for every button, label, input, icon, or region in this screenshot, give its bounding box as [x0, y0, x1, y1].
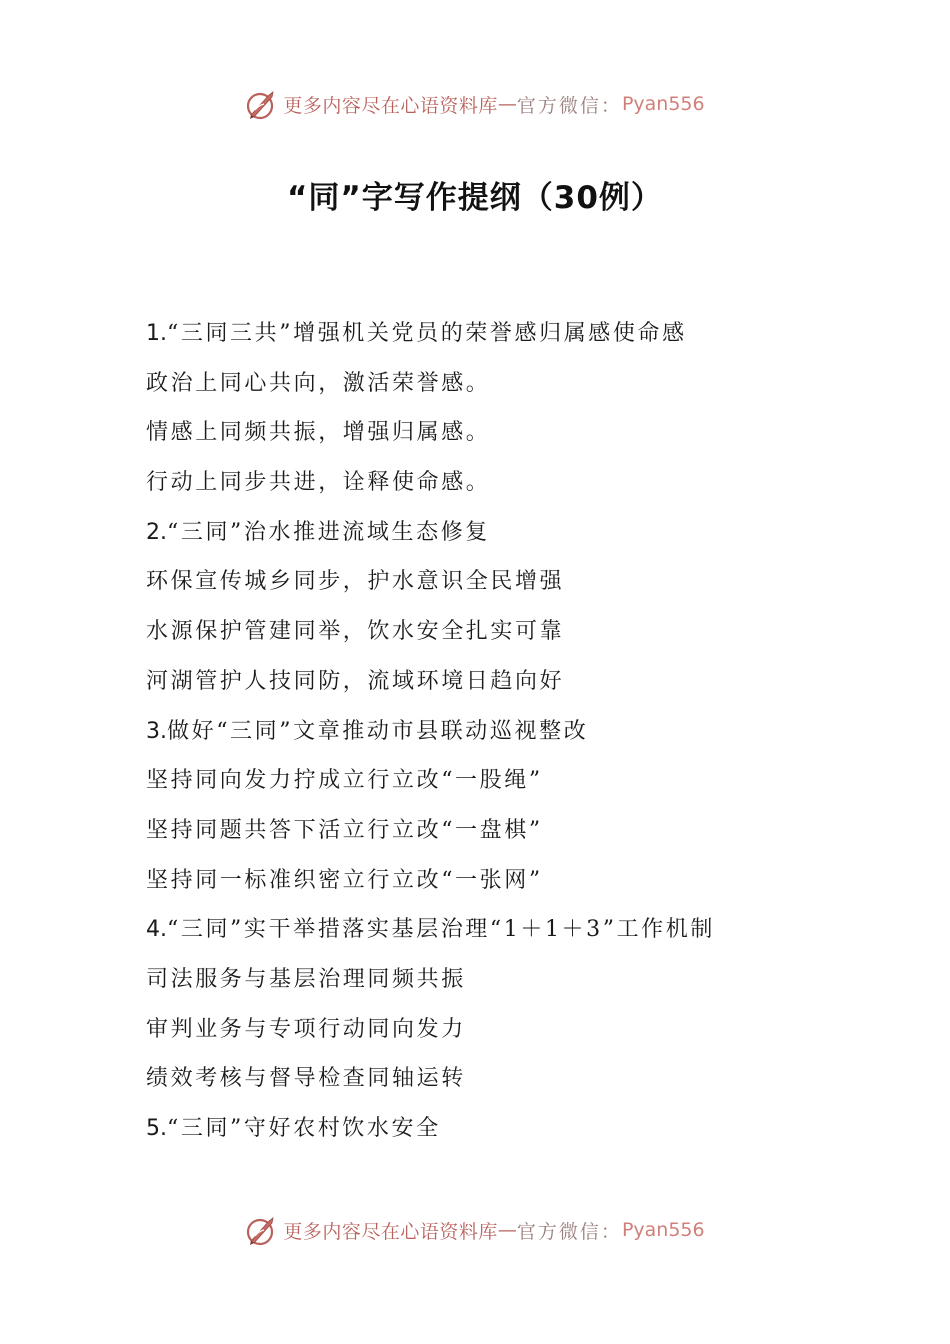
line-text: “三同”实干举措落实基层治理“1＋1＋3”工作机制	[167, 917, 715, 943]
line-text: 坚持同题共答下活立行立改“一盘棋”	[146, 817, 543, 843]
header-text: 更多内容尽在心语资料库	[283, 94, 498, 117]
outline-line	[146, 905, 846, 955]
footer-text: 更多内容尽在心语资料库	[283, 1220, 498, 1243]
outline-line	[146, 1005, 846, 1055]
line-text: 司法服务与基层治理同频共振	[146, 966, 466, 992]
outline-line	[146, 309, 846, 359]
footer-wechat-id: Pyan556	[621, 1219, 705, 1241]
outline-line	[146, 1054, 846, 1104]
outline-content	[146, 309, 846, 1154]
outline-line	[146, 607, 846, 657]
line-text: 绩效考核与督导检查同轴运转	[146, 1066, 466, 1092]
item-number: 2.	[146, 519, 167, 545]
line-text: 坚持同向发力拧成立行立改“一股绳”	[146, 768, 543, 794]
outline-line	[146, 359, 846, 409]
line-text: 政治上同心共向，激活荣誉感。	[146, 370, 491, 396]
header-banner	[0, 84, 950, 124]
footer-banner	[0, 1210, 950, 1250]
line-text: “三同”守好农村饮水安全	[167, 1116, 441, 1141]
line-text: 情感上同频共振，增强归属感。	[146, 420, 491, 446]
outline-line	[146, 657, 846, 707]
outline-line	[146, 856, 846, 906]
line-text: 审判业务与专项行动同向发力	[146, 1016, 466, 1042]
footer-label: 官方微信：	[516, 1220, 622, 1243]
line-text: “三同三共”增强机关党员的荣誉感归属感使命感	[167, 321, 687, 346]
line-text: 水源保护管建同举，饮水安全扎实可靠	[146, 619, 565, 645]
outline-line	[146, 955, 846, 1005]
outline-line	[146, 508, 846, 558]
footer-dash: —	[497, 1219, 517, 1241]
line-text: 环保宣传城乡同步，护水意识全民增强	[146, 569, 565, 595]
outline-line	[146, 408, 846, 458]
line-text: 坚持同一标准织密立行立改“一张网”	[146, 867, 543, 893]
item-number: 4.	[146, 917, 167, 943]
outline-line	[146, 756, 846, 806]
line-text: “三同”治水推进流域生态修复	[167, 519, 490, 545]
item-number: 5.	[146, 1116, 167, 1141]
line-text: 河湖管护人技同防，流域环境日趋向好	[146, 668, 565, 694]
pen-logo-icon	[245, 87, 279, 121]
page-title: “同”字写作提纲（30例）	[287, 180, 663, 216]
outline-line	[146, 806, 846, 856]
line-text: 行动上同步共进，诠释使命感。	[146, 470, 491, 496]
header-dash: —	[497, 93, 517, 115]
outline-line	[146, 1104, 846, 1154]
header-label: 官方微信：	[516, 94, 622, 117]
item-number: 1.	[146, 321, 167, 346]
header-wechat-id: Pyan556	[621, 93, 705, 115]
item-number: 3.	[146, 718, 167, 744]
pen-logo-icon	[245, 1213, 279, 1247]
outline-line	[146, 557, 846, 607]
outline-line	[146, 707, 846, 757]
line-text: 做好“三同”文章推动市县联动巡视整改	[167, 718, 589, 744]
outline-line	[146, 458, 846, 508]
